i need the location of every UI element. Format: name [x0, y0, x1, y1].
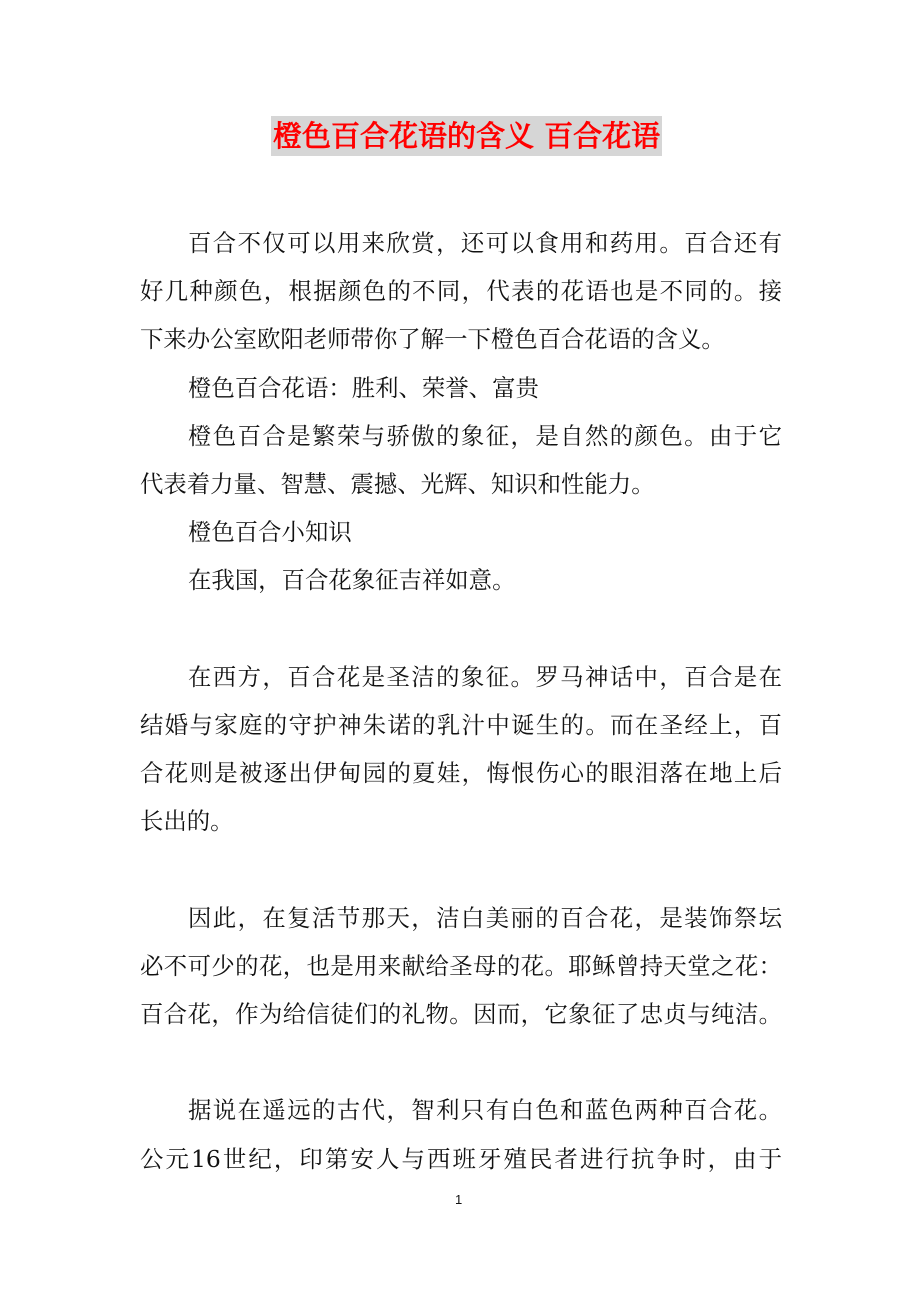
text-line: 长出的。 — [140, 807, 234, 836]
document-title: 橙色百合花语的含义 百合花语 — [271, 116, 662, 156]
text-line: 橙色百合是繁荣与骄傲的象征，是自然的颜色。由于它 — [188, 421, 782, 450]
text-line: 橙色百合花语：胜利、荣誉、富贵 — [188, 373, 539, 402]
text-line: 在西方，百合花是圣洁的象征。罗马神话中，百合是在 — [188, 662, 782, 691]
blank-line — [140, 605, 782, 653]
text-line: 合花则是被逐出伊甸园的夏娃，悔恨伤心的眼泪落在地上后 — [140, 759, 782, 788]
text-line: 据说在遥远的古代，智利只有白色和蓝色两种百合花。 — [188, 1096, 782, 1125]
text-line: 橙色百合小知识 — [188, 518, 352, 547]
text-line: 下来办公室欧阳老师带你了解一下橙色百合花语的含义。 — [140, 325, 725, 354]
text-line: 百合花，作为给信徒们的礼物。因而，它象征了忠贞与纯洁。 — [140, 1000, 782, 1028]
text-line: 在我国，百合花象征吉祥如意。 — [188, 566, 516, 595]
text-line: 因此，在复活节那天，洁白美丽的百合花，是装饰祭坛 — [188, 903, 782, 932]
blank-line — [140, 1038, 782, 1086]
text-line: 代表着力量、智慧、震撼、光辉、知识和性能力。 — [140, 469, 655, 498]
text-line: 百合不仅可以用来欣赏，还可以食用和药用。百合还有 — [188, 229, 782, 257]
document-body — [140, 219, 782, 1183]
page-number: 1 — [455, 1192, 463, 1207]
text-line: 必不可少的花，也是用来献给圣母的花。耶稣曾持天堂之花： — [140, 951, 782, 980]
blank-line — [140, 845, 782, 893]
text-line: 结婚与家庭的守护神朱诺的乳汁中诞生的。而在圣经上，百 — [140, 710, 782, 739]
text-line: 公元16世纪，印第安人与西班牙殖民者进行抗争时，由于 — [140, 1144, 782, 1173]
text-line: 好几种颜色，根据颜色的不同，代表的花语也是不同的。接 — [140, 277, 782, 306]
